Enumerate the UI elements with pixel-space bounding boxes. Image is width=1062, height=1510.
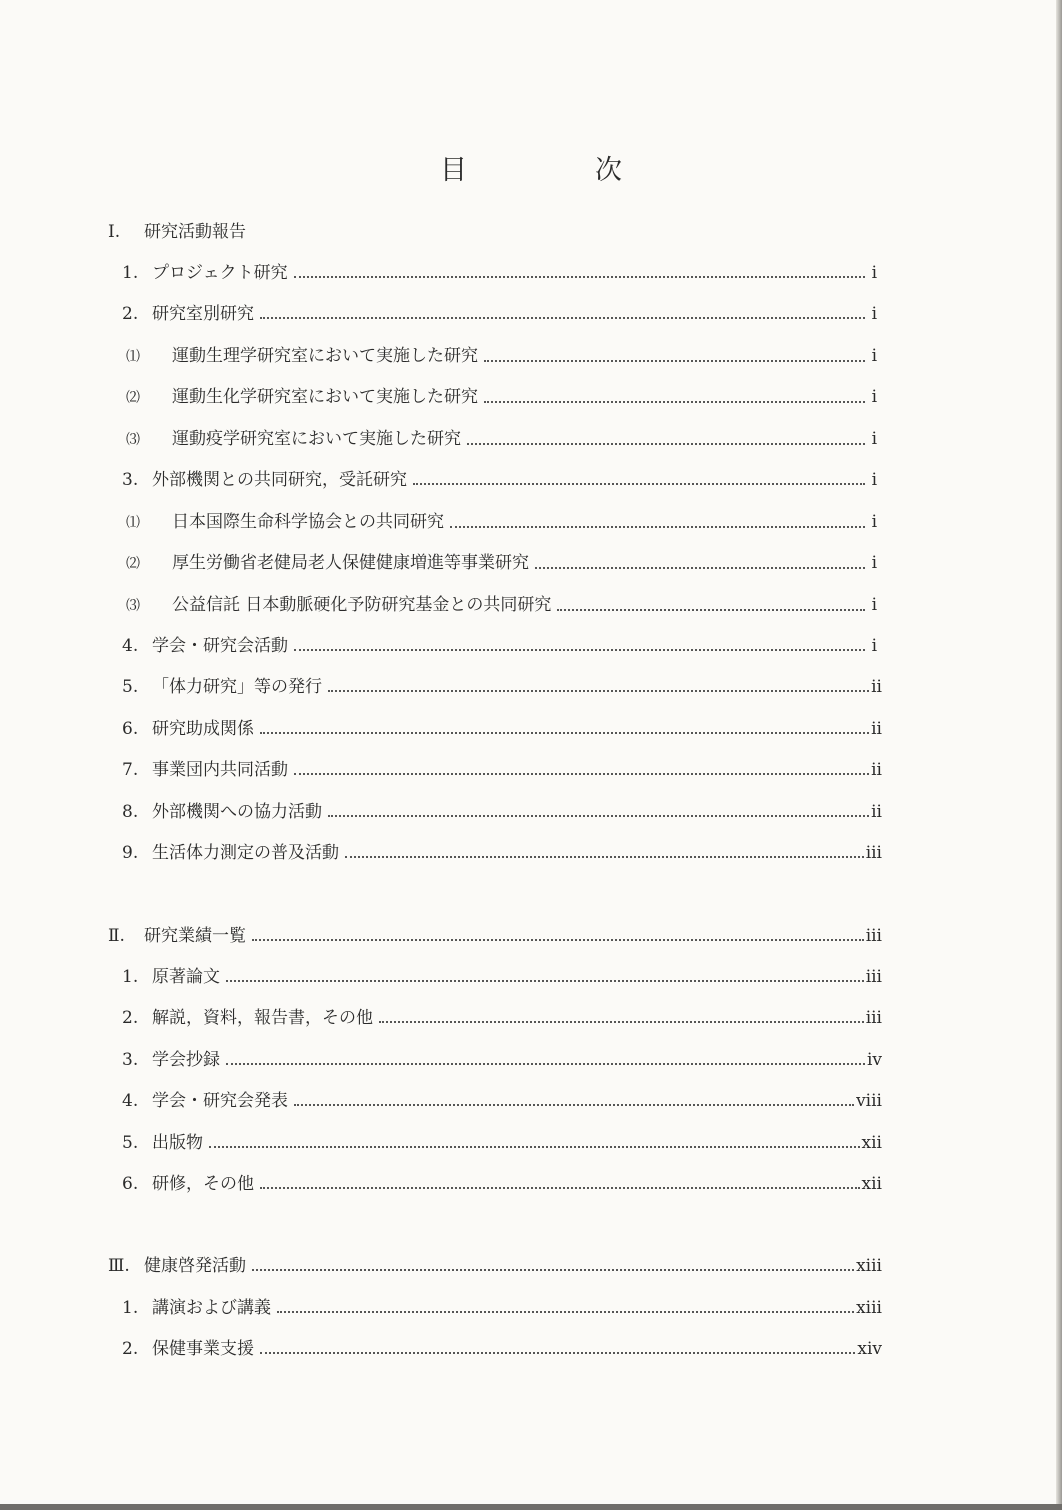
entry-label: 出版物 xyxy=(152,1133,203,1153)
page-number: i xyxy=(871,346,877,366)
section-number: Ⅱ. xyxy=(108,926,125,946)
dot-leader xyxy=(226,1063,865,1065)
page-number: xiii xyxy=(856,1298,882,1318)
toc-entry[interactable] xyxy=(126,593,877,618)
dot-leader xyxy=(484,401,865,403)
dot-leader xyxy=(413,483,865,485)
entry-label: 講演および講義 xyxy=(152,1298,271,1318)
page-number: iii xyxy=(865,843,882,863)
page-number: i xyxy=(871,512,877,532)
entry-label: 日本国際生命科学協会との共同研究 xyxy=(172,512,444,532)
entry-label: 外部機関との共同研究，受託研究 xyxy=(152,470,407,490)
dot-leader xyxy=(260,732,869,734)
entry-number: 3. xyxy=(122,470,139,490)
dot-leader xyxy=(345,856,864,858)
entry-label: プロジェクト研究 xyxy=(152,263,288,283)
page-number: ii xyxy=(871,760,882,780)
page-number: i xyxy=(871,429,877,449)
page-number: iii xyxy=(865,926,882,946)
dot-leader xyxy=(450,526,865,528)
entry-number: 1. xyxy=(122,263,139,283)
entry-number: 2. xyxy=(122,304,139,324)
entry-label: 「体力研究」等の発行 xyxy=(152,677,322,697)
entry-number: 1. xyxy=(122,1298,139,1318)
dot-leader xyxy=(328,690,869,692)
entry-number: ⑵ xyxy=(126,556,140,572)
dot-leader xyxy=(226,980,864,982)
page-number: i xyxy=(871,387,877,407)
page-number: i xyxy=(871,263,877,283)
page-number: i xyxy=(871,553,877,573)
section-heading[interactable] xyxy=(108,1254,882,1278)
entry-number: 5. xyxy=(122,1133,139,1153)
toc-entry[interactable] xyxy=(122,1337,882,1361)
entry-label: 学会抄録 xyxy=(152,1050,220,1070)
dot-leader xyxy=(260,1352,855,1354)
entry-label: 解説，資料，報告書，その他 xyxy=(152,1008,373,1028)
dot-leader xyxy=(467,443,865,445)
entry-number: 6. xyxy=(122,1174,139,1194)
toc-entry[interactable] xyxy=(122,1296,882,1320)
toc-entry[interactable] xyxy=(122,1048,882,1072)
toc-entry[interactable] xyxy=(122,758,882,782)
toc-entry[interactable] xyxy=(122,717,882,741)
dot-leader xyxy=(294,773,869,775)
entry-label: 運動生理学研究室において実施した研究 xyxy=(172,346,478,366)
section-number: Ⅰ. xyxy=(108,222,121,242)
dot-leader xyxy=(379,1021,864,1023)
toc-entry[interactable] xyxy=(122,1131,882,1155)
entry-label: 運動疫学研究室において実施した研究 xyxy=(172,429,461,449)
entry-label: 原著論文 xyxy=(152,967,220,987)
page-title xyxy=(0,148,1062,187)
toc-entry[interactable] xyxy=(126,510,877,535)
entry-label: 公益信託 日本動脈硬化予防研究基金との共同研究 xyxy=(172,595,552,615)
entry-number: 5. xyxy=(122,677,139,697)
section-number: Ⅲ. xyxy=(108,1256,130,1276)
page-number: xii xyxy=(861,1133,882,1153)
toc-entry[interactable] xyxy=(122,675,882,699)
dot-leader xyxy=(294,649,865,651)
toc-entry[interactable] xyxy=(126,427,877,452)
page-number: xiv xyxy=(857,1339,882,1359)
dot-leader xyxy=(252,1269,854,1271)
entry-number: ⑶ xyxy=(126,598,140,614)
dot-leader xyxy=(484,360,865,362)
entry-number: 9. xyxy=(122,843,139,863)
entry-label: 事業団内共同活動 xyxy=(152,760,288,780)
page-number: iv xyxy=(866,1050,882,1070)
page-edge-bottom xyxy=(0,1504,1062,1510)
toc-entry[interactable] xyxy=(122,841,882,865)
dot-leader xyxy=(260,1187,860,1189)
entry-label: 運動生化学研究室において実施した研究 xyxy=(172,387,478,407)
entry-number: ⑵ xyxy=(126,390,140,406)
entry-label: 生活体力測定の普及活動 xyxy=(152,843,339,863)
entry-number: ⑴ xyxy=(126,349,140,365)
dot-leader xyxy=(209,1146,860,1148)
page-number: ii xyxy=(871,719,882,739)
title-char-1: 目 xyxy=(440,155,467,186)
page-number: ii xyxy=(871,802,882,822)
dot-leader xyxy=(557,609,865,611)
section-heading[interactable] xyxy=(108,924,882,948)
toc-entry[interactable] xyxy=(126,551,877,576)
page-edge xyxy=(1056,0,1062,1510)
page-number: i xyxy=(871,470,877,490)
dot-leader xyxy=(260,317,865,319)
toc-entry[interactable] xyxy=(122,800,882,824)
section-label: 健康啓発活動 xyxy=(144,1256,246,1276)
title-char-2: 次 xyxy=(595,155,622,186)
entry-label: 研修，その他 xyxy=(152,1174,254,1194)
page-number: i xyxy=(871,636,877,656)
toc-entry[interactable] xyxy=(122,634,877,658)
entry-label: 保健事業支援 xyxy=(152,1339,254,1359)
section-label: 研究活動報告 xyxy=(144,222,246,242)
toc-entry[interactable] xyxy=(122,261,877,285)
entry-label: 学会・研究会発表 xyxy=(152,1091,288,1111)
dot-leader xyxy=(294,276,865,278)
entry-number: 4. xyxy=(122,1091,139,1111)
page-number: iii xyxy=(865,967,882,987)
dot-leader xyxy=(294,1104,854,1106)
dot-leader xyxy=(277,1311,854,1313)
entry-number: 1. xyxy=(122,967,139,987)
page-number: iii xyxy=(865,1008,882,1028)
entry-number: 3. xyxy=(122,1050,139,1070)
toc-entry[interactable] xyxy=(122,1006,882,1030)
page-number: i xyxy=(871,595,877,615)
toc-entry[interactable] xyxy=(122,1172,882,1196)
toc-entry[interactable] xyxy=(122,468,877,492)
toc-entry[interactable] xyxy=(122,302,877,326)
entry-number: 7. xyxy=(122,760,139,780)
dot-leader xyxy=(252,939,864,941)
page-number: viii xyxy=(856,1091,882,1111)
page-number: xiii xyxy=(856,1256,882,1276)
entry-label: 研究助成関係 xyxy=(152,719,254,739)
entry-number: 6. xyxy=(122,719,139,739)
toc-entry[interactable] xyxy=(122,1089,882,1113)
toc-entry[interactable] xyxy=(122,965,882,989)
dot-leader xyxy=(535,567,865,569)
entry-label: 学会・研究会活動 xyxy=(152,636,288,656)
entry-number: ⑴ xyxy=(126,515,140,531)
entry-label: 厚生労働省老健局老人保健健康増進等事業研究 xyxy=(172,553,529,573)
dot-leader xyxy=(328,815,869,817)
page-number: ii xyxy=(871,677,882,697)
toc-entry[interactable] xyxy=(126,385,877,410)
page-number: xii xyxy=(861,1174,882,1194)
toc-entry[interactable] xyxy=(126,344,877,369)
entry-number: 2. xyxy=(122,1008,139,1028)
entry-number: 4. xyxy=(122,636,139,656)
section-heading xyxy=(108,220,877,244)
page-number: i xyxy=(871,304,877,324)
entry-label: 外部機関への協力活動 xyxy=(152,802,322,822)
section-label: 研究業績一覧 xyxy=(144,926,246,946)
entry-label: 研究室別研究 xyxy=(152,304,254,324)
entry-number: 2. xyxy=(122,1339,139,1359)
entry-number: ⑶ xyxy=(126,432,140,448)
entry-number: 8. xyxy=(122,802,139,822)
